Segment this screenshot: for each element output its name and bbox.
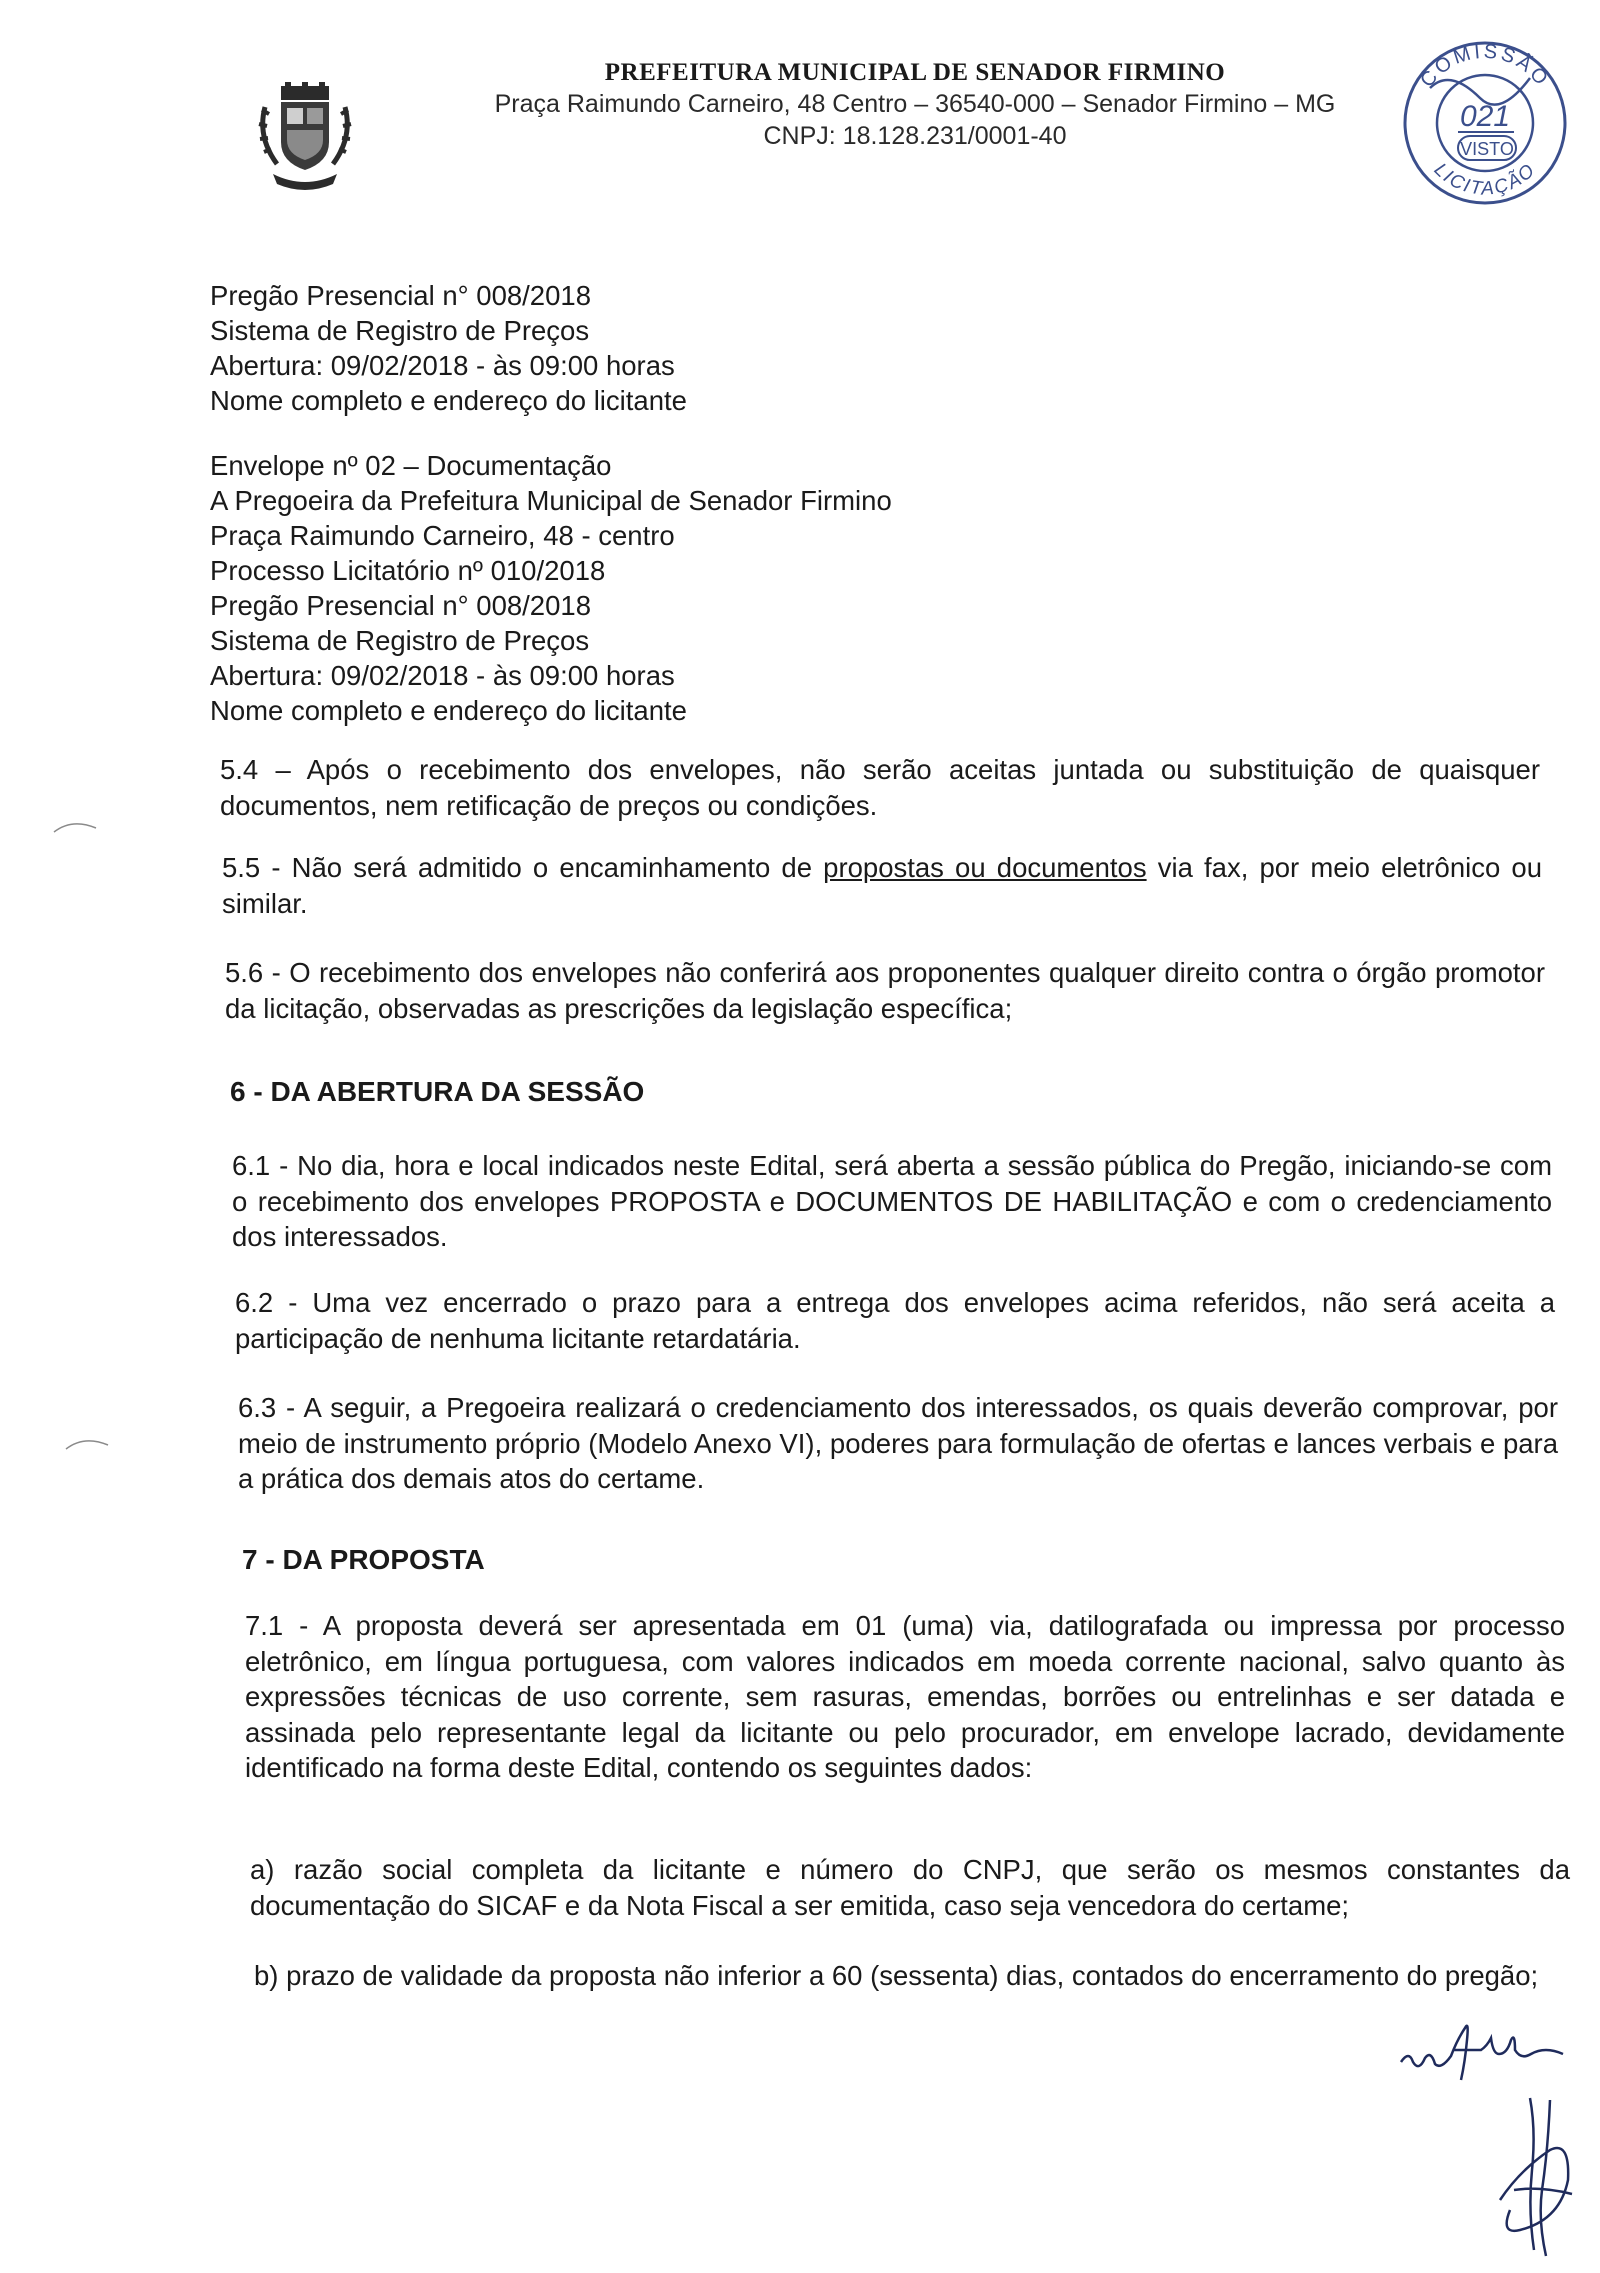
clause-text: a) razão social completa da licitante e número do CNPJ, que serão os mesmos constantes da documentação do SICAF e da Nota Fiscal a ser emitida, caso seja vencedora do certame;: [250, 1854, 1570, 1921]
clause-text: 5.4 – Após o recebimento dos envelopes, não serão aceitas juntada ou substituição de quaisquer documentos, nem retificação de preços ou condições.: [220, 754, 1540, 821]
clause-text: 6.2 - Uma vez encerrado o prazo para a entrega dos envelopes acima referidos, não será aceita a participação de nenhuma licitante retardatária.: [235, 1287, 1555, 1354]
section-7-heading: 7 - DA PROPOSTA: [242, 1544, 485, 1575]
envelope-2-line: A Pregoeira da Prefeitura Municipal de Senador Firmino: [210, 485, 892, 516]
envelope-2-line: Praça Raimundo Carneiro, 48 - centro: [210, 520, 675, 551]
margin-mark-icon: [64, 1435, 110, 1453]
clause-text-part: 5.5 - Não será admitido o encaminhamento de: [222, 852, 824, 883]
stamp-number: 021: [1459, 100, 1511, 133]
organization-name: PREFEITURA MUNICIPAL DE SENADOR FIRMINO: [604, 59, 1226, 86]
clause-text: b) prazo de validade da proposta não inferior a 60 (sessenta) dias, contados do encerramento do pregão;: [254, 1960, 1539, 1991]
envelope-1-line: Pregão Presencial n° 008/2018: [210, 280, 591, 311]
clause-text: 6.3 - A seguir, a Pregoeira realizará o credenciamento dos interessados, os quais deverão comprovar, por meio de instrumento próprio (Modelo Anexo VI), poderes para formulação de ofertas e lances verbais e para a prática dos demais atos do certame.: [238, 1392, 1558, 1494]
envelope-2-line: Abertura: 09/02/2018 - às 09:00 horas: [210, 660, 675, 691]
letterhead: [420, 58, 1410, 152]
envelope-2-line: Nome completo e endereço do licitante: [210, 695, 687, 726]
envelope-2-line: Sistema de Registro de Preços: [210, 625, 590, 656]
envelope-2-line: Processo Licitatório nº 010/2018: [210, 555, 606, 586]
stamp-bottom-text: LICITAÇÃO: [1429, 159, 1541, 200]
envelope-1-line: Sistema de Registro de Preços: [210, 315, 590, 346]
clause-5-5: [222, 850, 1542, 921]
envelope-1-line: Abertura: 09/02/2018 - às 09:00 horas: [210, 350, 675, 381]
commission-stamp: [1390, 28, 1580, 218]
clause-text: 6.1 - No dia, hora e local indicados neste Edital, será aberta a sessão pública do Pregão, iniciando-se com o recebimento dos envelopes PROPOSTA e DOCUMENTOS DE HABILITAÇÃO e com o credenciamento dos interessados.: [232, 1150, 1552, 1252]
clause-5-6: [225, 955, 1545, 1026]
section-6-heading: 6 - DA ABERTURA DA SESSÃO: [230, 1076, 645, 1107]
organization-cnpj: CNPJ: 18.128.231/0001-40: [763, 122, 1067, 150]
clause-text: 5.6 - O recebimento dos envelopes não conferirá aos proponentes qualquer direito contra o órgão promotor da licitação, observadas as prescrições da legislação específica;: [225, 957, 1545, 1024]
clause-text: [222, 850, 1542, 921]
organization-address: Praça Raimundo Carneiro, 48 Centro – 36540-000 – Senador Firmino – MG: [494, 90, 1336, 118]
stamp-middle-text: VISTO: [1460, 139, 1514, 159]
clause-6-3: [238, 1390, 1558, 1497]
clause-7-1-a: [250, 1852, 1570, 1923]
envelope-2-block: [210, 448, 1560, 728]
underlined-text: propostas ou documentos: [823, 852, 1147, 883]
envelope-2-line: Pregão Presencial n° 008/2018: [210, 590, 591, 621]
envelope-1-line: Nome completo e endereço do licitante: [210, 385, 687, 416]
clause-7-1: [245, 1608, 1565, 1786]
envelope-2-line: Envelope nº 02 – Documentação: [210, 450, 612, 481]
clause-5-4: [220, 752, 1540, 823]
handwritten-signature: [1490, 2090, 1580, 2260]
handwritten-initials-signature: [1395, 2010, 1575, 2090]
clause-6-2: [235, 1285, 1555, 1356]
envelope-1-block: [210, 278, 1560, 418]
clause-7-1-b: [254, 1958, 1574, 1994]
clause-text-part: via fax, por meio eletrônico ou similar.: [222, 852, 1543, 919]
municipal-crest-icon: [255, 82, 355, 197]
clause-text: 7.1 - A proposta deverá ser apresentada em 01 (uma) via, datilografada ou impressa por processo eletrônico, em língua portuguesa, com valores indicados em moeda corrente nacional, salvo quanto às expressões técnicas de uso corrente, sem rasuras, emendas, borrões ou entrelinhas e ser datada e assinada pelo representante legal da licitante ou pelo procurador, em envelope lacrado, devidamente identificado na forma deste Edital, contendo os seguintes dados:: [245, 1610, 1565, 1783]
clause-6-1: [232, 1148, 1552, 1255]
stamp-top-text: COMISSÃO: [1416, 40, 1554, 92]
margin-mark-icon: [52, 818, 98, 836]
